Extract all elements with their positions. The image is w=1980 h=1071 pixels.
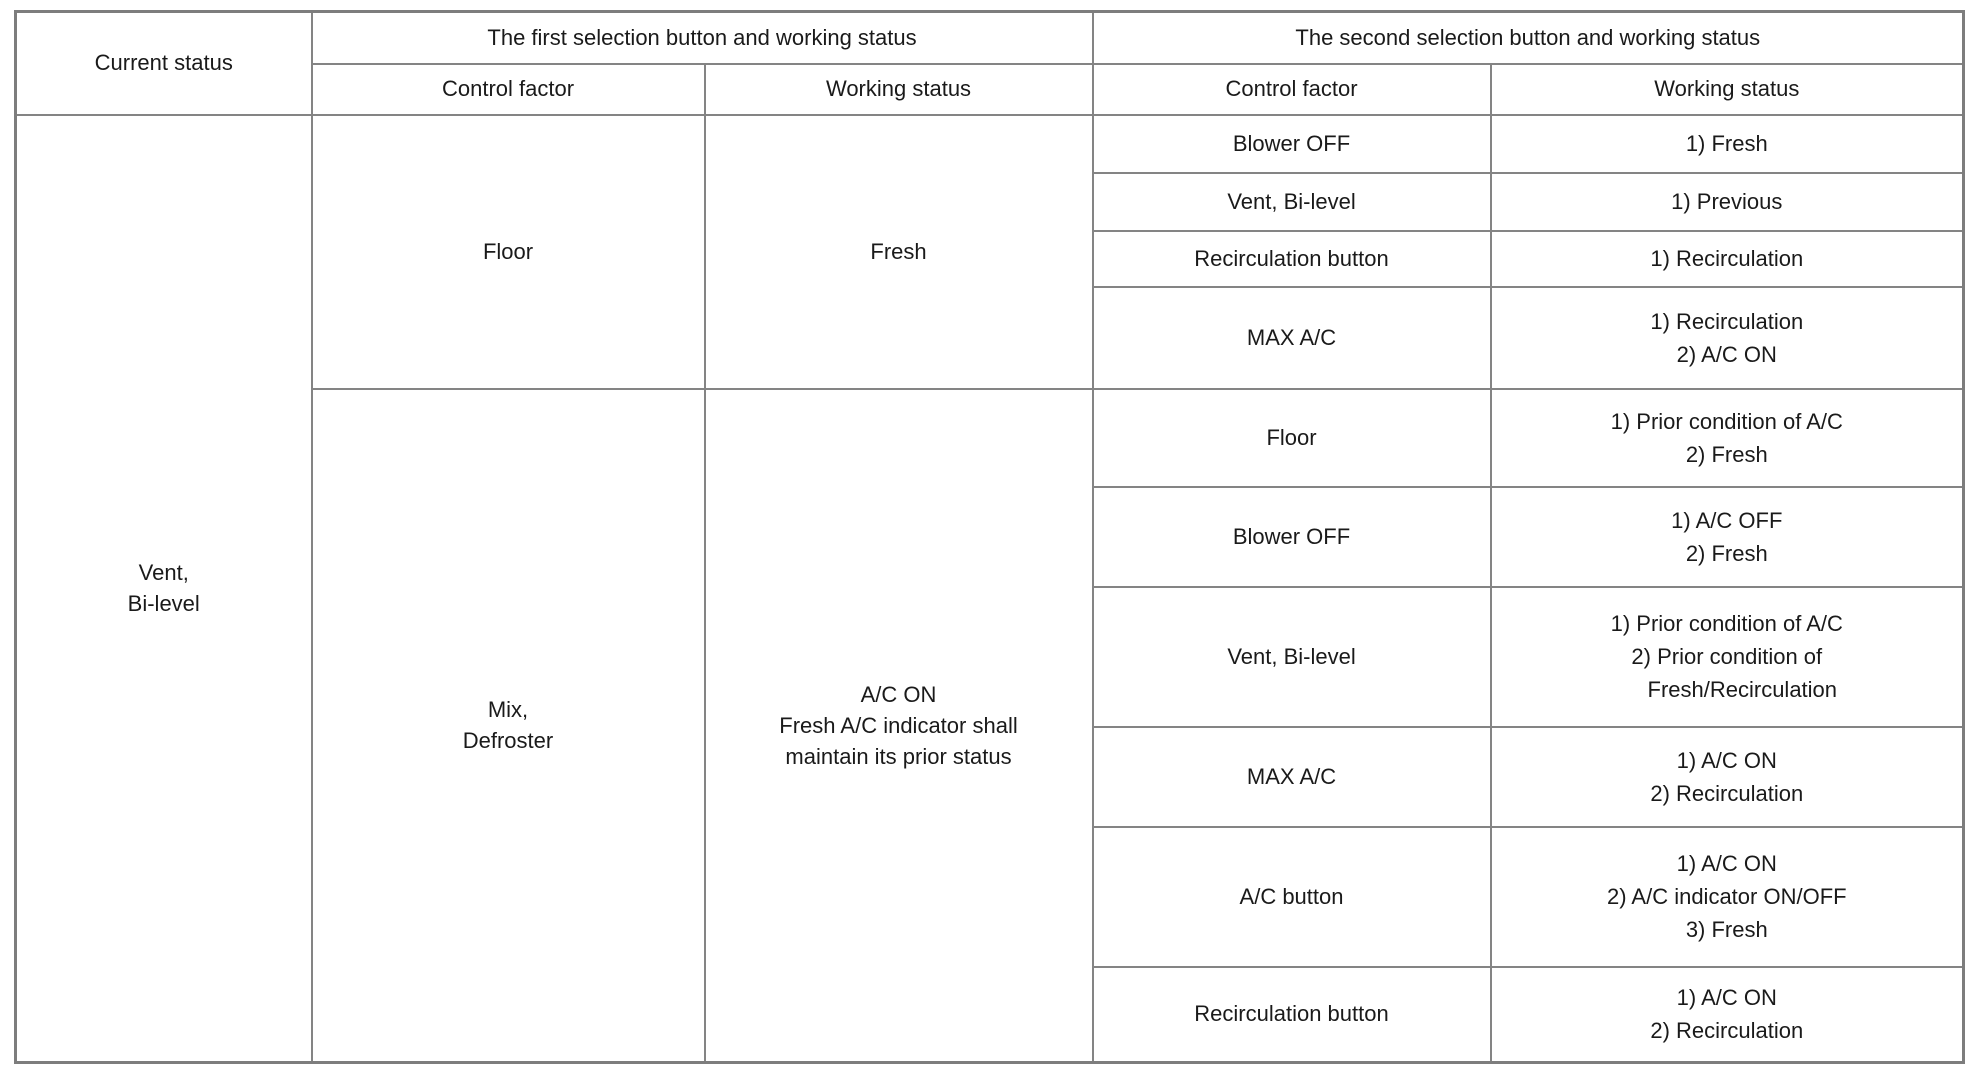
second-control-factor-cell: MAX A/C: [1093, 727, 1491, 827]
working-status-line: 1) Fresh: [1685, 131, 1768, 156]
second-working-status-cell: [1491, 115, 1964, 173]
working-status-line: 1) A/C ON: [1676, 985, 1777, 1011]
header-second-selection-section: The second selection button and working status: [1093, 12, 1964, 64]
working-status-line: 2) Fresh: [1685, 441, 1768, 467]
first-working-status-cell: [705, 389, 1093, 1063]
second-working-status-cell: [1491, 967, 1964, 1063]
working-status-line: 1) Prior condition of A/C: [1610, 408, 1843, 434]
hvac-selection-status-table: [14, 10, 1965, 1064]
table-row: [16, 115, 1964, 173]
header-first-selection-section: The first selection button and working status: [312, 12, 1093, 64]
working-status-line: 2) Recirculation: [1650, 780, 1804, 806]
working-status-line: 2) A/C indicator ON/OFF: [1606, 884, 1847, 909]
header-second-working-status: Working status: [1491, 64, 1964, 115]
header-first-working-status: Working status: [705, 64, 1093, 115]
second-control-factor-cell: A/C button: [1093, 827, 1491, 967]
first-control-factor-cell: [312, 389, 705, 1063]
control-factor-line: Mix,: [487, 697, 529, 723]
working-status-line: 1) Prior condition of A/C: [1610, 611, 1843, 636]
second-control-factor-cell: Recirculation button: [1093, 967, 1491, 1063]
working-status-line: Fresh/Recirculation: [1647, 677, 1838, 702]
current-status-line: Bi-level: [127, 591, 200, 617]
second-control-factor-cell: Blower OFF: [1093, 115, 1491, 173]
working-status-line: 1) Recirculation: [1650, 308, 1804, 334]
working-status-line: 2) Recirculation: [1650, 1018, 1804, 1044]
header-current-status: Current status: [16, 12, 312, 115]
header-second-control-factor: Control factor: [1093, 64, 1491, 115]
working-status-line: 1) A/C ON: [1676, 747, 1777, 773]
first-working-status-cell: Fresh: [705, 115, 1093, 389]
second-control-factor-cell: Blower OFF: [1093, 487, 1491, 587]
working-status-line: 2) A/C ON: [1676, 341, 1777, 367]
working-status-line: 2) Fresh: [1685, 540, 1768, 566]
second-working-status-cell: [1491, 231, 1964, 287]
header-first-control-factor: Control factor: [312, 64, 705, 115]
second-working-status-cell: [1491, 587, 1964, 727]
second-control-factor-cell: Vent, Bi-level: [1093, 173, 1491, 231]
current-status-cell: [16, 115, 312, 1063]
working-status-line: 3) Fresh: [1685, 917, 1768, 942]
working-status-line: 1) A/C OFF: [1671, 507, 1783, 533]
second-working-status-cell: [1491, 727, 1964, 827]
working-status-line: 2) Prior condition of: [1631, 644, 1823, 669]
hvac-control-logic-table-page: [14, 10, 1965, 1064]
control-factor-line: Defroster: [462, 728, 554, 754]
working-status-line: A/C ON: [860, 681, 937, 707]
working-status-line: 1) A/C ON: [1676, 851, 1777, 876]
second-control-factor-cell: Vent, Bi-level: [1093, 587, 1491, 727]
first-control-factor-cell: Floor: [312, 115, 705, 389]
second-control-factor-cell: Floor: [1093, 389, 1491, 487]
second-control-factor-cell: Recirculation button: [1093, 231, 1491, 287]
second-working-status-cell: [1491, 389, 1964, 487]
current-status-line: Vent,: [138, 560, 189, 586]
second-control-factor-cell: MAX A/C: [1093, 287, 1491, 389]
second-working-status-cell: [1491, 827, 1964, 967]
second-working-status-cell: [1491, 287, 1964, 389]
second-working-status-cell: [1491, 487, 1964, 587]
working-status-line: 1) Recirculation: [1650, 246, 1804, 271]
second-working-status-cell: [1491, 173, 1964, 231]
working-status-line: maintain its prior status: [785, 743, 1012, 769]
header-row-sections: [16, 12, 1964, 64]
working-status-line: 1) Previous: [1671, 189, 1783, 214]
working-status-line: Fresh A/C indicator shall: [779, 712, 1018, 738]
